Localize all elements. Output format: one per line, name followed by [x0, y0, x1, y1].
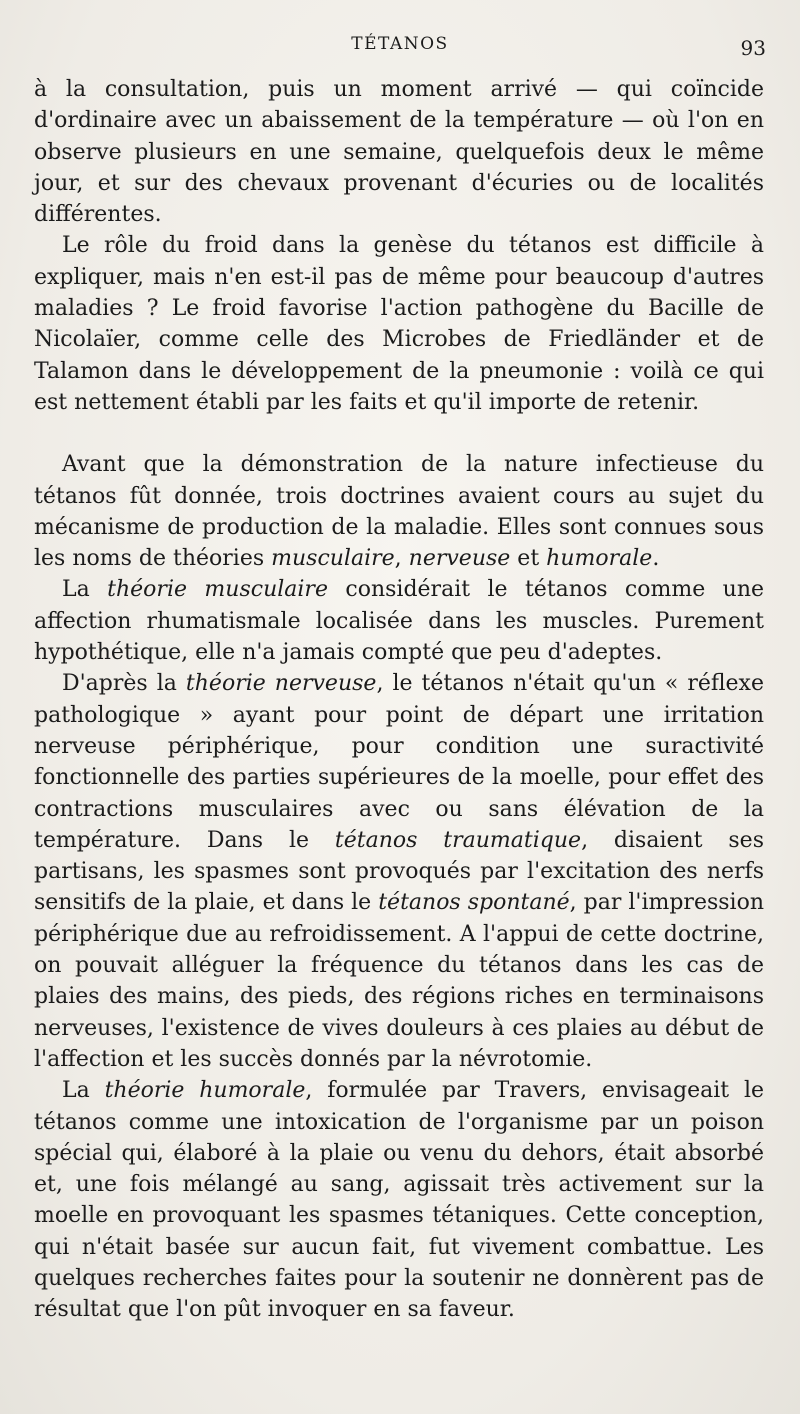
running-title: TÉTANOS	[351, 34, 449, 54]
paragraph	[34, 230, 764, 418]
italic-term: nerveuse	[408, 546, 511, 572]
text-run: , par l'impression périphérique due au refroidissement. A l'appui de cette doctrine, on pouvait alléguer la fréquence du tétanos dans les cas de plaies des mains, des pieds, des régions riches en terminaisons nerveuses, l'existence de vives douleurs à ces plaies au début de l'affection et les succès donnés par la névrotomie.	[34, 890, 764, 1072]
text-run: , le tétanos n'était qu'un « réflexe pathologique » ayant pour point de départ une irritation nerveuse périphérique, pour condition une suractivité fonctionnelle des parties supérieures de la moelle, pour effet des contractions musculaires avec ou sans élévation de la température. Dans le	[34, 671, 764, 853]
italic-term: humorale	[546, 546, 653, 572]
paragraph	[34, 574, 764, 668]
body-text	[34, 74, 764, 1326]
text-run: , disaient ses partisans, les spasmes sont provoqués par l'excitation des nerfs sensitifs de la plaie, et dans le	[34, 827, 764, 916]
paragraph	[34, 449, 764, 574]
italic-term: musculaire	[271, 546, 395, 572]
running-head	[34, 34, 766, 58]
italic-term: tétanos spontané	[378, 890, 570, 916]
italic-term: théorie nerveuse	[185, 671, 377, 697]
text-run: et	[510, 546, 547, 572]
paragraph	[34, 1075, 764, 1325]
italic-term: tétanos traumatique	[334, 827, 582, 853]
text-run: La	[62, 577, 108, 603]
text-run: D'après la	[62, 671, 186, 697]
text-run: .	[652, 546, 660, 572]
text-run: Le rôle du froid dans la genèse du tétanos est difficile à expliquer, mais n'en est-il pas de même pour beaucoup d'autres maladies ? Le froid favorise l'action pathogène du Bacille de Nicolaïer, comme celle des Microbes de Friedländer et de Talamon dans le développement de la pneumonie : voilà ce qui est nettement établi par les faits et qu'il importe de retenir.	[34, 233, 764, 415]
italic-term: théorie humorale	[104, 1078, 306, 1104]
text-run: ,	[394, 546, 409, 572]
text-run: La	[62, 1078, 105, 1104]
paragraph	[34, 74, 764, 230]
text-run: à la consultation, puis un moment arrivé — qui coïncide d'ordinaire avec un abaissement de la température — où l'on en observe plusieurs en une semaine, quelquefois deux le même jour, et sur des chevaux provenant d'écuries ou de localités différentes.	[34, 77, 764, 228]
text-run: considérait le tétanos comme une affection rhumatismale localisée dans les muscles. Purement hypothétique, elle n'a jamais compté que peu d'adeptes.	[34, 577, 765, 666]
italic-term: théorie musculaire	[107, 577, 328, 603]
paragraph	[34, 668, 764, 1075]
text-run: , formulée par Travers, envisageait le tétanos comme une intoxication de l'organisme par un poison spécial qui, élaboré à la plaie ou venu du dehors, était absorbé et, une fois mélangé au sang, agissait très activement sur la moelle en provoquant les spasmes tétaniques. Cette conception, qui n'était basée sur aucun fait, fut vivement combattue. Les quelques recherches faites pour la soutenir ne donnèrent pas de résultat que l'on pût invoquer en sa faveur.	[34, 1078, 764, 1323]
page-number: 93	[740, 36, 766, 60]
text-run: Avant que la démonstration de la nature infectieuse du tétanos fût donnée, trois doctrines avaient cours au sujet du mécanisme de production de la maladie. Elles sont connues sous les noms de théories	[34, 452, 764, 572]
